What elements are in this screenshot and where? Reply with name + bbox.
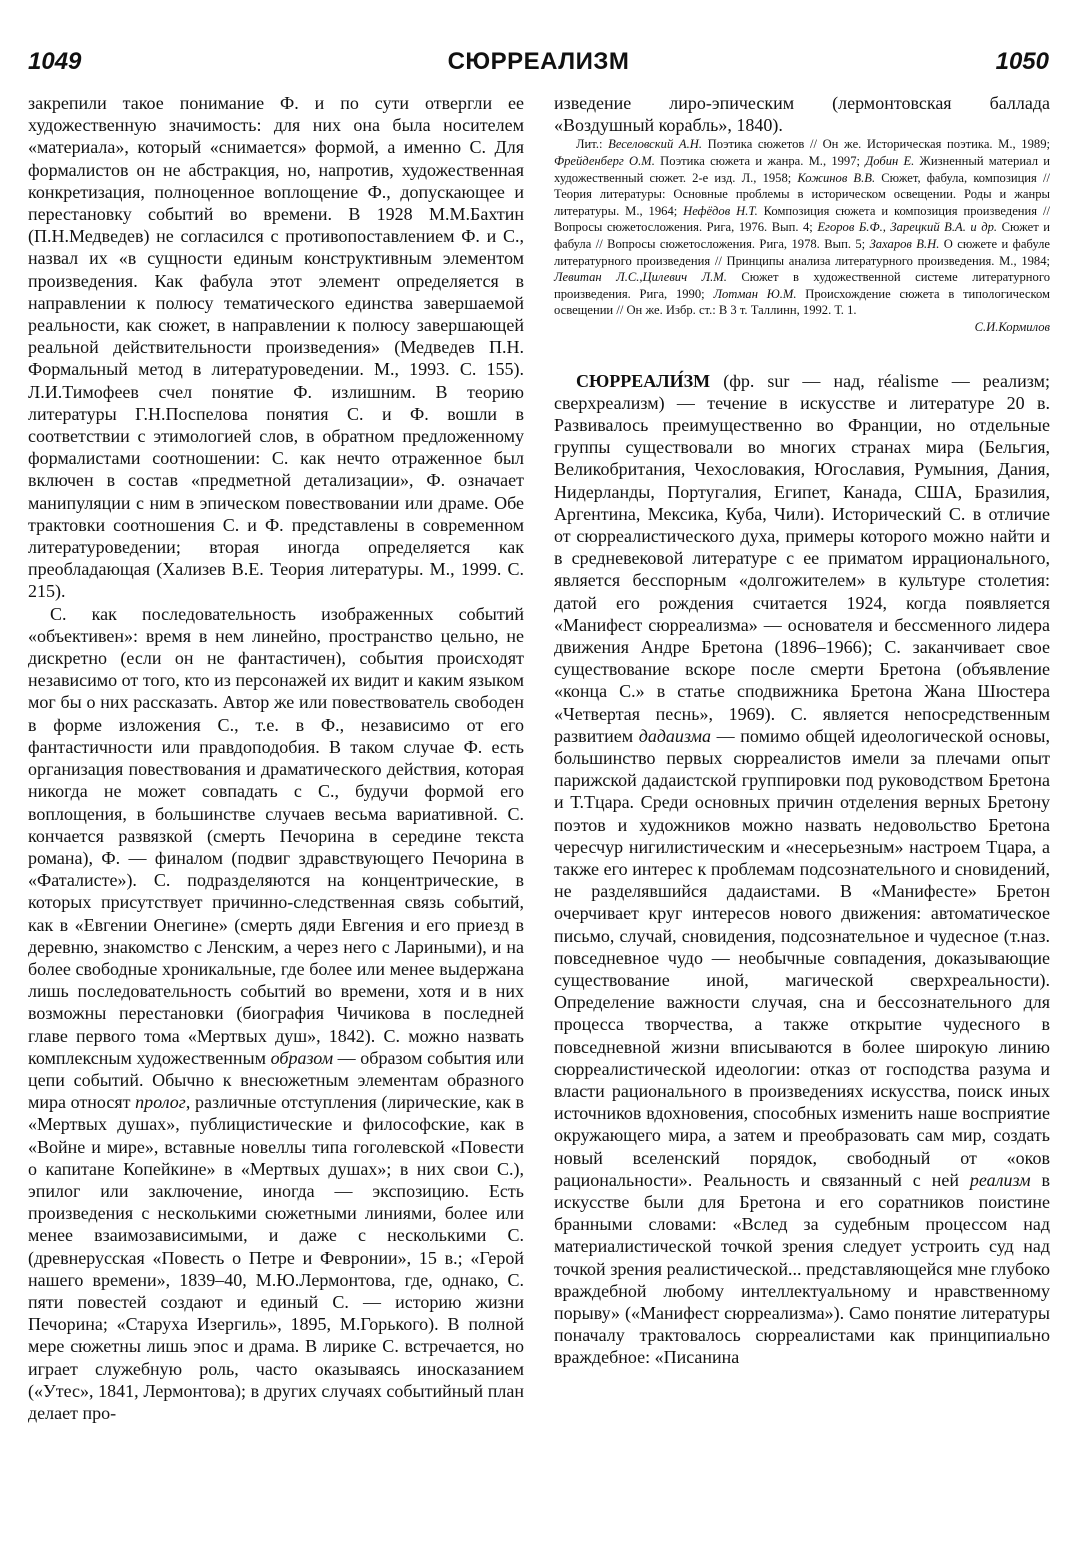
signature-line: [554, 319, 1050, 336]
running-title: СЮРРЕАЛИЗМ: [447, 48, 630, 75]
paragraph: изведение лиро-эпическим (лермонтовская баллада «Воздушный корабль», 1840).: [554, 93, 1050, 136]
page-number-left: 1049: [28, 48, 82, 75]
article-separator: [554, 336, 1050, 370]
cross-reference: пролог: [135, 1092, 186, 1113]
paragraph: С. как последовательность изображенных событий «объективен»: время в нем линейно, пространство цельно, не дискретно (если он не фантастичен), события происходят независимо от того, кто из персонажей их видит и каким языком мог бы о них рассказать. Автор же или повествователь свободен в форме изложения С., т.е. в Ф., независимо от его фантастичности или правдоподобия. В таком случае Ф. есть организация повествования и драматического действия, которая никогда не может совпадать с С., будучи формой его воплощения, в большинстве случаев весьма вариативной. С. кончается развязкой (смерть Печорина в середине текста романа), Ф. — финалом (подвиг здравствующего Печорина в «Фаталисте»). С. подразделяются на концентрические, в которых присутствует причинно-следственная связь событий, как в «Евгении Онегине» (смерть дяди Евгения и его приезд в деревню, знакомство с Ленским, а через него с Лариными), и на более свободные хроникальные, где более или менее выдержана лишь последовательность событий во времени, хотя и в них возможны перестановки (биография Чичикова в последней главе первого тома «Мертвых душ», 1842). С. можно назвать комплексным художественным образом — образом события или цепи событий. Обычно к внесюжетным элементам образного мира относят пролог, различные отступления (лирические, как в «Мертвых душах», публицистические и философские, как в «Войне и мире», вставные новеллы типа гоголевской «Повести о капитане Копейкине» в «Мертвых душах»; в них свои С.), эпилог или заключение, иногда — экспозицию. Есть произведения с несколькими сюжетными линиями, более или менее взаимозависимыми, и даже с несколькими С. (древнерусская «Повесть о Петре и Февронии», 15 в.; «Герой нашего времени», 1839–40, М.Ю.Лермонтова, где, однако, С. пяти повестей создают и единый С. — историю жизни Печорина; «Старуха Изергиль», 1895, М.Горького). В полной мере сюжетны лишь эпос и драма. В лирике С. встречается, но играет служебную роль, часто оказываясь иносказанием («Утес», 1841, Лермонтова); в других случаях событийный план делает про-: [28, 603, 525, 1423]
bibliography: Лит.: Веселовский А.Н. Поэтика сюжетов // Он же. Историческая поэтика. М., 1989; Фрейденберг О.М. Поэтика сюжета и жанра. М., 1997; Добин Е. Жизненный материал и художественный сюжет. 2-е изд. Л., 1958; Кожинов В.В. Сюжет, фабула, композиция // Теория литературы: Основные проблемы в историческом освещении. Роды и жанры литературы. М., 1964; Нефёдов Н.Т. Композиция сюжета и композиция произведения // Вопросы сюжетосложения. Рига, 1976. Вып. 4; Егоров Б.Ф., Зарецкий В.А. и др. Сюжет и фабула // Вопросы сюжетосложения. Рига, 1978. Вып. 5; Захаров В.Н. О сюжете и фабуле литературного произведения // Принципы анализа литературного произведения. М., 1984; Левитан Л.С.,Цилевич Л.М. Сюжет в художественной системе литературного произведения. Рига, 1990; Лотман Ю.М. Происхождение сюжета в типологическом освещении // Он же. Избр. ст.: В 3 т. Таллинн, 1992. Т. 1.: [554, 137, 1051, 318]
cross-reference: образом: [270, 1047, 334, 1068]
page-header: [28, 48, 1049, 88]
cross-reference: дадаизма: [638, 725, 711, 746]
right-column: [554, 92, 1050, 1369]
article-paragraph: СЮРРЕАЛИ́ЗМ (фр. sur — над, réalisme — реализм; сверхреализм) — течение в искусстве и литературе 20 в. Развивалось преимущественно во Франции, но отдельные группы существовали во многих странах мира (Бельгия, Великобритания, Чехословакия, Югославия, Румыния, Дания, Нидерланды, Португалия, Египет, Канада, США, Бразилия, Аргентина, Мексика, Куба, Чили). Исторический С. в отличие от сюрреалистического духа, примеры которого можно найти и в средневековой литературе с ее приматом иррационального, является бесспорным «долгожителем» в культуре столетия: датой его рождения считается 1924, когда появляется «Манифест сюрреализма» — основателя и бессменного лидера движения Андре Бретона (1896–1966); С. заканчивает свое существование вскоре после смерти Бретона (объявление «конца С.» в статье сподвижника Бретона Жана Шюстера «Четвертая песнь», 1969). С. является непосредственным развитием дадаизма — помимо общей идеологической основы, большинство первых сюрреалистов имели за плечами опыт парижской дадаистской группировки под руководством Бретона и Т.Тцара. Среди основных причин отделения верных Бретону поэтов и художников можно назвать недовольство Бретона чересчур нигилистическим и «несерьезным» настроем Тцара, а также его интерес к проблемам подсознательного и сновидений, не разделявшийся дадаистами. В «Манифесте» Бретон очерчивает круг интересов нового движения: автоматическое письмо, случай, сновидения, подсознательное и чудесное (т.наз. повседневное чудо — необычные совпадения, доказывающие существование иной, магической сверхреальности). Определение важности случая, сна и бессознательного для процесса творчества, а также открытие чудесного в повседневной жизни вписываются в более широкую линию сюрреалистической идеологии: отказ от господства разума и власти рационального в произведениях искусства, поиск иных источников вдохновения, способных изменить наше восприятие окружающего мира, а затем и преобразовать сам мир, создать новый вселенский порядок, свободный от «оков рациональности». Реальность и связанный с ней реализм в искусстве были для Бретона и его соратников поистине бранными словами: «Вслед за судебным процессом над материалистической точкой зрения следует устроить суд над точкой зрения реалистической... представляющейся мне глубоко враждебной любому интеллектуальному и нравственному порыву» («Манифест сюрреализма»). Само понятие литературы поначалу трактовалось сюрреалистами как принципиально враждебное: «Писанина: [554, 370, 1050, 1368]
page-number-right: 1050: [995, 48, 1049, 75]
headword: СЮРРЕАЛИ́ЗМ: [576, 370, 711, 391]
cross-reference: реализм: [969, 1169, 1031, 1190]
author-signature: С.И.Кормилов: [974, 319, 1050, 334]
left-column: [28, 92, 524, 1424]
paragraph: закрепили такое понимание Ф. и по сути отвергли ее художественную значимость: для них она была носителем «материала», который «снимается» формой, а именно С. Для формалистов он не абстракция, но, напротив, художественная конкретизация, полноценное воплощение Ф., допускающее и перестановку событий во времени. В 1928 М.М.Бахтин (П.Н.Медведев) не согласился с противопоставлением Ф. и С., назвал их «в сущности единым конструктивным элементом произведения. Как фабула этот элемент определяется в направлении к полюсу тематического единства завершаемой реальности, как сюжет, в направлении к полюсу завершающей реальной действительности произведения» (Медведев П.Н. Формальный метод в литературоведении. М., 1993. С. 155). Л.И.Тимофеев счел понятие Ф. излишним. В теорию литературы Г.Н.Поспелова понятия С. и Ф. вошли в соответствии с этимологией слов, в обратном предложенному формалистами соотношении: С. как нечто отраженное был включен в состав «предметной детализации», Ф. означает манипуляции с ним в эпическом повествовании или драме. Обе трактовки соотношения С. и Ф. представлены в современном литературоведении; вторая иногда определяется как преобладающая (Хализев В.Е. Теория литературы. М., 1999. С. 215).: [28, 93, 524, 602]
